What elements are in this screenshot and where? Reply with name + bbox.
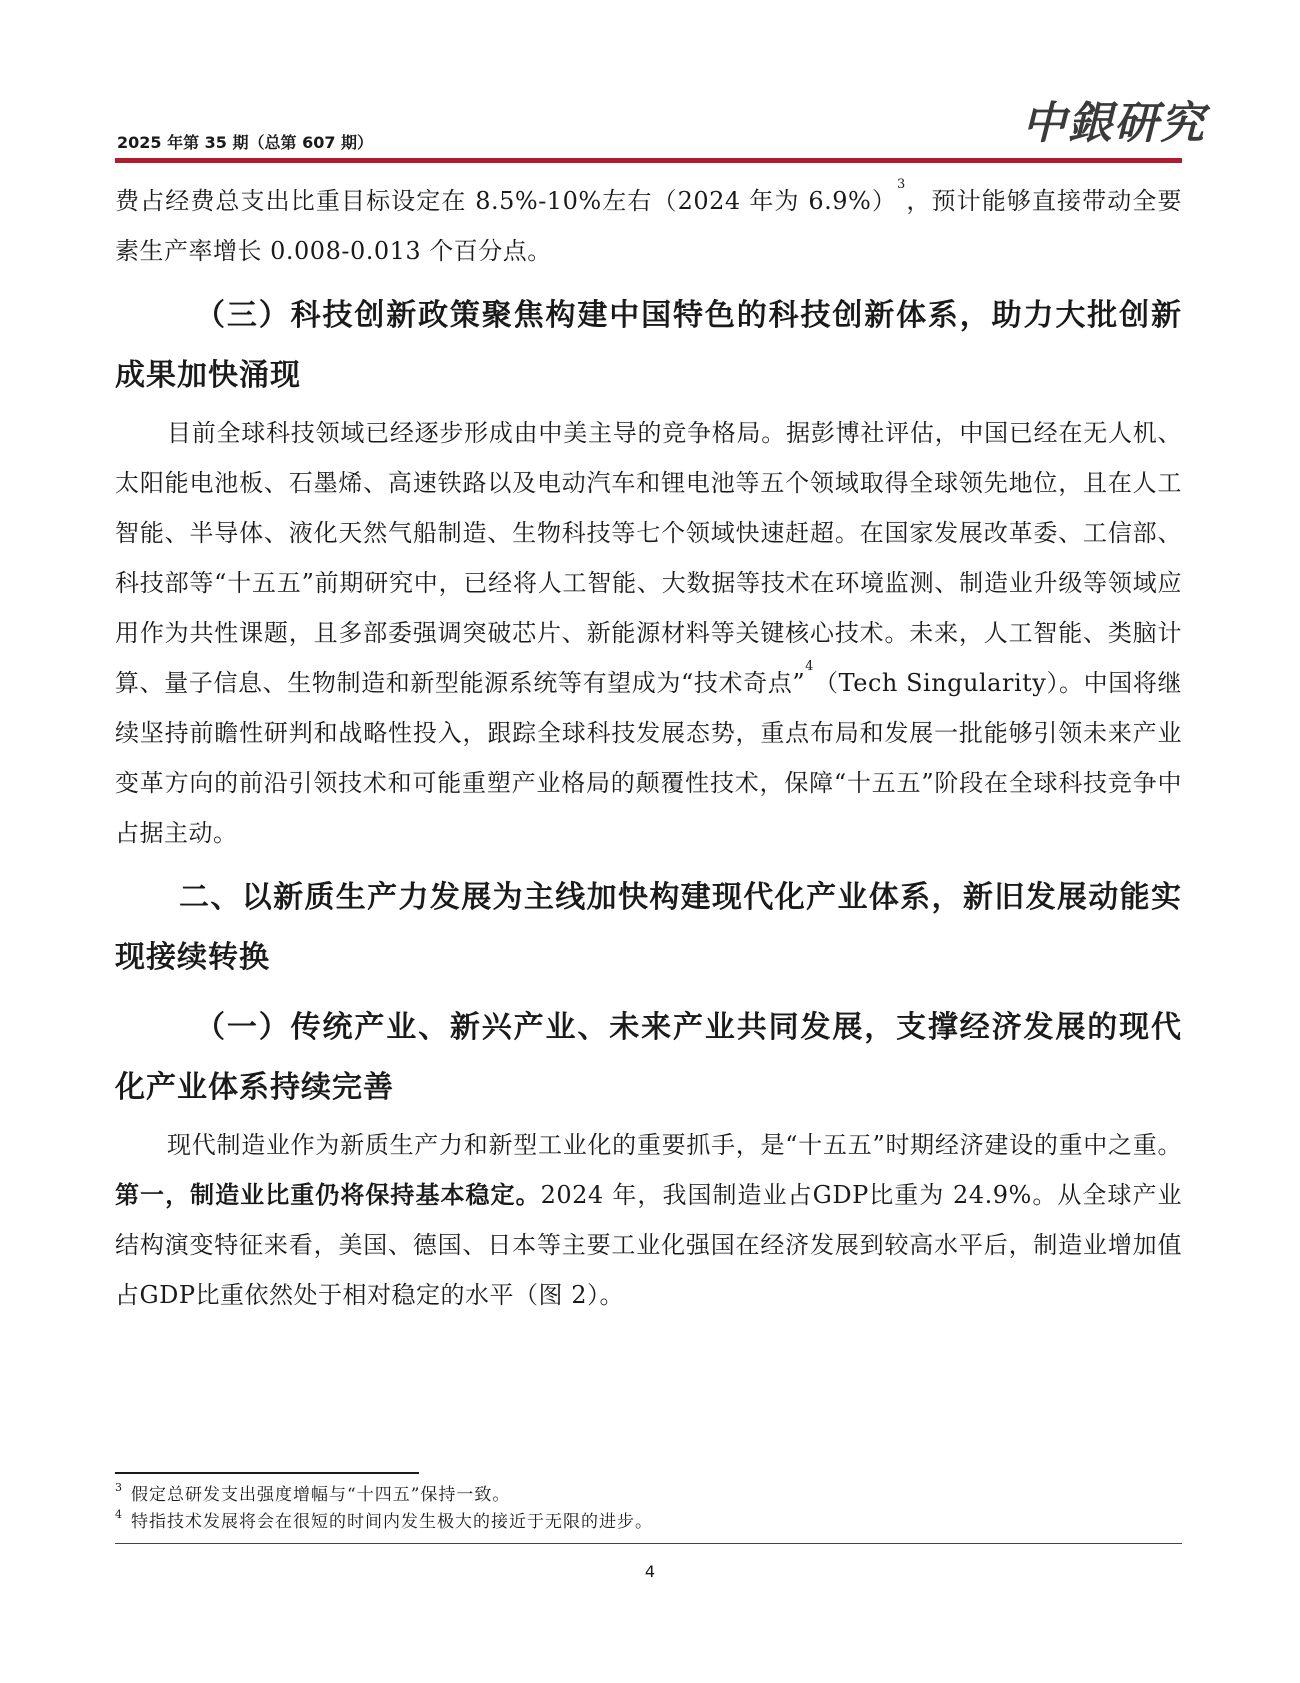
footnote-ref-3[interactable]: 3 <box>897 177 906 192</box>
footnote-rule <box>115 1472 419 1474</box>
paragraph-text: 2024 年，我国制造业占GDP比重为 24.9%。从全球产业结构演变特征来看，美国、德国、日本等主要工业化强国在经济发展到较高水平后，制造业增加值占GDP比重依然处于相对稳定的水平（图 2）。 <box>115 1181 1182 1309</box>
footnote-number: 4 <box>115 1508 123 1521</box>
footnote-text: 假定总研发支出强度增幅与“十四五”保持一致。 <box>131 1485 511 1505</box>
page-number: 4 <box>644 1562 656 1581</box>
footnote-4 <box>115 1509 1182 1536</box>
footnote-3 <box>115 1482 1182 1509</box>
chapter-heading-two: 二、以新质生产力发展为主线加快构建现代化产业体系，新旧发展动能实现接续转换 <box>115 880 1182 975</box>
institution-logo <box>1020 86 1206 156</box>
footnote-ref-4[interactable]: 4 <box>805 659 814 674</box>
paragraph-text: （Tech Singularity）。中国将继续坚持前瞻性研判和战略性投入，跟踪全球科技发展态势，重点布局和发展一批能够引领未来产业变革方向的前沿引领技术和可能重塑产业格局的颠覆性技术，保障“十五五”阶段在全球科技竞争中占据主动。 <box>115 669 1182 847</box>
paragraph-global-tech <box>115 408 1182 858</box>
header-rule <box>115 158 1182 163</box>
footnotes <box>115 1482 1182 1536</box>
logo-text: 中銀研究 <box>1022 98 1206 149</box>
paragraph-rd-target <box>115 176 1182 276</box>
paragraph-text: 费占经费总支出比重目标设定在 8.5%-10%左右（2024 年为 6.9%） <box>115 187 898 215</box>
section-heading-industries: （一）传统产业、新兴产业、未来产业共同发展，支撑经济发展的现代化产业体系持续完善 <box>115 1010 1182 1105</box>
footnote-text: 特指技术发展将会在很短的时间内发生极大的接近于无限的进步。 <box>131 1512 653 1532</box>
paragraph-text: 现代制造业作为新质生产力和新型工业化的重要抓手，是“十五五”时期经济建设的重中之重。 <box>167 1131 1182 1159</box>
footer-rule <box>115 1543 1182 1544</box>
footnote-number: 3 <box>115 1481 123 1494</box>
section-heading-sci-tech: （三）科技创新政策聚焦构建中国特色的科技创新体系，助力大批创新成果加快涌现 <box>115 298 1182 393</box>
paragraph-manufacturing <box>115 1120 1182 1320</box>
emphasis-text: 第一，制造业比重仍将保持基本稳定。 <box>115 1181 541 1209</box>
page-content <box>115 176 1182 1320</box>
issue-label: 2025 年第 35 期（总第 607 期） <box>117 133 374 152</box>
paragraph-text: ，预计能够直接带动全要素生产率增长 0.008-0.013 个百分点。 <box>115 187 1182 265</box>
paragraph-text: 目前全球科技领域已经逐步形成由中美主导的竞争格局。据彭博社评估，中国已经在无人机、太阳能电池板、石墨烯、高速铁路以及电动汽车和锂电池等五个领域取得全球领先地位，且在人工智能、半导体、液化天然气船制造、生物科技等七个领域快速赶超。在国家发展改革委、工信部、科技部等“十五五”前期研究中，已经将人工智能、大数据等技术在环境监测、制造业升级等领域应用作为共性课题，且多部委强调突破芯片、新能源材料等关键核心技术。未来，人工智能、类脑计算、量子信息、生物制造和新型能源系统等有望成为“技术奇点” <box>115 419 1182 697</box>
